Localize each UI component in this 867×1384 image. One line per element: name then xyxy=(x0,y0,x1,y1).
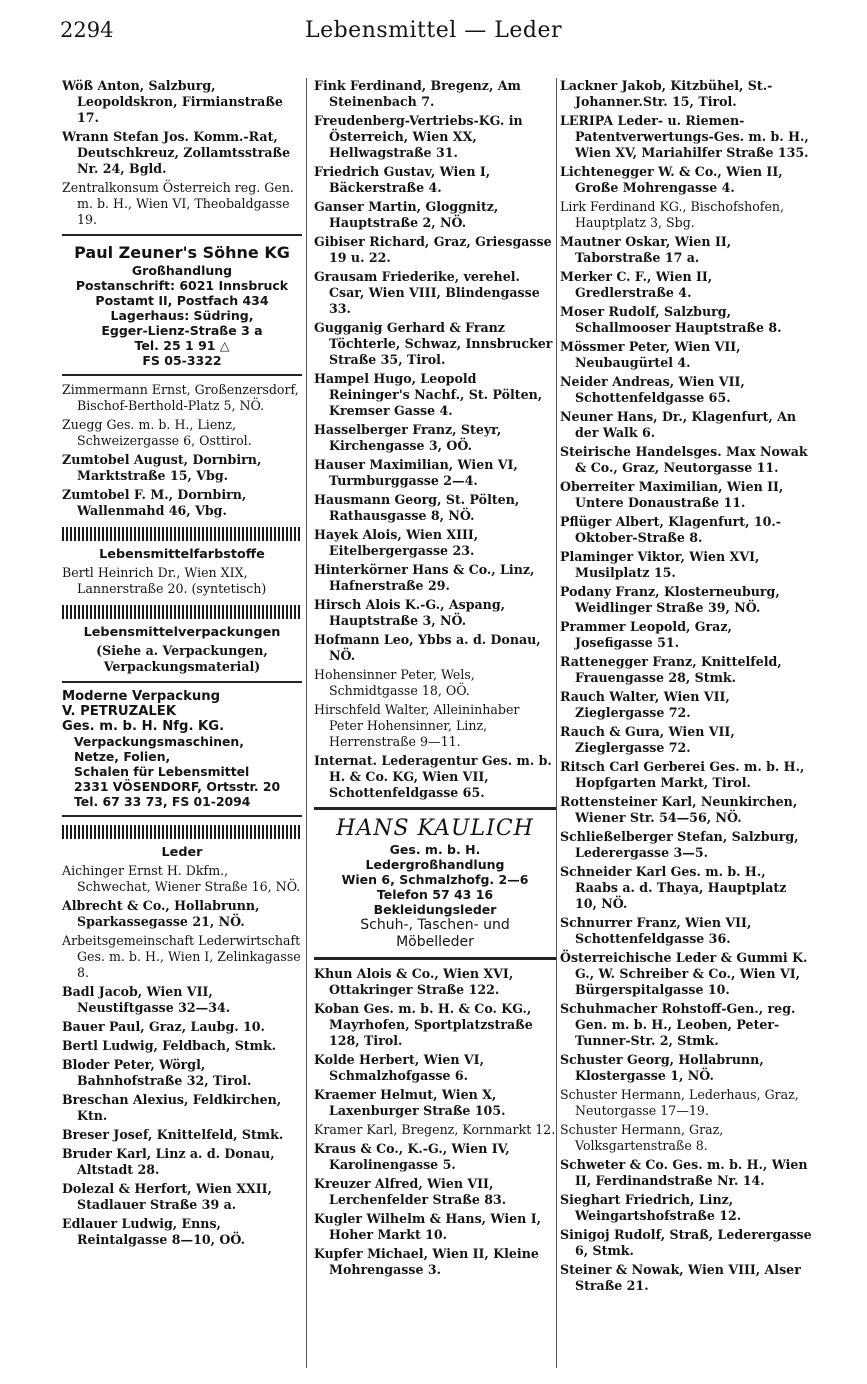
section-ornament xyxy=(62,527,302,541)
directory-entry: Rottensteiner Karl, Neunkirchen, Wiener Str. 54—56, NÖ. xyxy=(560,794,798,825)
directory-entry: Hirschfeld Walter, Alleininhaber Peter Hohensinner, Linz, Herrenstraße 9—11. xyxy=(314,702,520,749)
directory-entry: Zuegg Ges. m. b. H., Lienz, Schweizergasse 6, Osttirol. xyxy=(62,417,252,448)
directory-entry: Zentralkonsum Österreich reg. Gen. m. b. H., Wien VI, Theobaldgasse 19. xyxy=(62,180,294,227)
directory-entry: Albrecht & Co., Hollabrunn, Sparkassegasse 21, NÖ. xyxy=(62,898,260,929)
column-divider xyxy=(556,78,557,1368)
ad-line: Netze, Folien, xyxy=(74,749,171,764)
entry-list xyxy=(62,78,302,228)
directory-entry: Ganser Martin, Gloggnitz, Hauptstraße 2, NÖ. xyxy=(314,199,499,230)
directory-entry: Hasselberger Franz, Steyr, Kirchengasse 3, OÖ. xyxy=(314,422,502,453)
directory-entry: Moser Rudolf, Salzburg, Schallmooser Hauptstraße 8. xyxy=(560,304,782,335)
ad-line: Schuh-, Taschen- und xyxy=(360,917,510,933)
directory-entry: Khun Alois & Co., Wien XVI, Ottakringer Straße 122. xyxy=(314,966,514,997)
ad-line: Lagerhaus: Südring, xyxy=(110,308,254,323)
directory-entry: Prammer Leopold, Graz, Josefigasse 51. xyxy=(560,619,732,650)
directory-entry: Neider Andreas, Wien VII, Schottenfeldgasse 65. xyxy=(560,374,745,405)
zeuner-advertisement xyxy=(62,242,302,368)
directory-entry: Bruder Karl, Linz a. d. Donau, Altstadt 28. xyxy=(62,1146,275,1177)
directory-entry: Plaminger Viktor, Wien XVI, Musilplatz 15. xyxy=(560,549,760,580)
directory-entry: Steiner & Nowak, Wien VIII, Alser Straße 21. xyxy=(560,1262,801,1293)
section-ornament xyxy=(62,605,302,619)
entry-list xyxy=(314,966,556,1278)
directory-entry: Schuster Hermann, Lederhaus, Graz, Neutorgasse 17—19. xyxy=(560,1087,799,1118)
ad-title: Ges. m. b. H. Nfg. KG. xyxy=(62,719,225,734)
ad-title: Moderne Verpackung xyxy=(62,689,221,704)
ad-line: Egger-Lienz-Straße 3 a xyxy=(101,323,263,338)
page-number: 2294 xyxy=(60,18,114,42)
section-rule xyxy=(314,807,556,810)
directory-entry: Friedrich Gustav, Wien I, Bäckerstraße 4. xyxy=(314,164,491,195)
directory-entry: Schuhmacher Rohstoff-Gen., reg. Gen. m. b. H., Leoben, Peter-Tunner-Str. 2, Stmk. xyxy=(560,1001,796,1048)
directory-entry: Lichtenegger W. & Co., Wien II, Große Mohrengasse 4. xyxy=(560,164,783,195)
directory-entry: Gibiser Richard, Graz, Griesgasse 19 u. 22. xyxy=(314,234,552,265)
directory-entry: Pflüger Albert, Klagenfurt, 10.-Oktober-Straße 8. xyxy=(560,514,782,545)
directory-entry: Mautner Oskar, Wien II, Taborstraße 17 a. xyxy=(560,234,732,265)
directory-entry: Gugganig Gerhard & Franz Töchterle, Schwaz, Innsbrucker Straße 35, Tirol. xyxy=(314,320,553,367)
directory-entry: Hausmann Georg, St. Pölten, Rathausgasse 8, NÖ. xyxy=(314,492,520,523)
cross-reference-note: (Siehe a. Verpackungen, Verpackungsmaterial) xyxy=(96,643,268,674)
directory-entry: Neuner Hans, Dr., Klagenfurt, An der Walk 6. xyxy=(560,409,797,440)
directory-entry: Kramer Karl, Bregenz, Kornmarkt 12. xyxy=(314,1122,556,1137)
directory-entry: Wrann Stefan Jos. Komm.-Rat, Deutschkreuz, Zollamtsstraße Nr. 24, Bgld. xyxy=(62,129,291,176)
ad-title: V. PETRUZALEK xyxy=(62,704,177,719)
directory-entry: Schneider Karl Ges. m. b. H., Raabs a. d. Thaya, Hauptplatz 10, NÖ. xyxy=(560,864,787,911)
directory-entry: Hauser Maximilian, Wien VI, Turmburggasse 2—4. xyxy=(314,457,518,488)
directory-entry: Österreichische Leder & Gummi K. G., W. Schreiber & Co., Wien VI, Bürgerspitalgasse 10. xyxy=(560,950,808,997)
directory-entry: Kolde Herbert, Wien VI, Schmalzhofgasse 6. xyxy=(314,1052,484,1083)
directory-entry: Oberreiter Maximilian, Wien II, Untere Donaustraße 11. xyxy=(560,479,784,510)
directory-entry: Zimmermann Ernst, Großenzersdorf, Bischof-Berthold-Platz 5, NÖ. xyxy=(62,382,299,413)
directory-entry: Sinigoj Rudolf, Straß, Lederergasse 6, Stmk. xyxy=(560,1227,812,1258)
directory-entry: Podany Franz, Klosterneuburg, Weidlinger Straße 39, NÖ. xyxy=(560,584,780,615)
directory-entry: Hohensinner Peter, Wels, Schmidtgasse 18, OÖ. xyxy=(314,667,475,698)
directory-entry: Badl Jacob, Wien VII, Neustiftgasse 32—34. xyxy=(62,984,231,1015)
ad-line: Postamt II, Postfach 434 xyxy=(95,293,269,308)
directory-entry: Kreuzer Alfred, Wien VII, Lerchenfelder Straße 83. xyxy=(314,1176,507,1207)
directory-entry: Schließelberger Stefan, Salzburg, Lederergasse 3—5. xyxy=(560,829,799,860)
section-rule xyxy=(314,957,556,960)
directory-entry: Freudenberg-Vertriebs-KG. in Österreich, Wien XX, Hellwagstraße 31. xyxy=(314,113,523,160)
directory-entry: Hayek Alois, Wien XIII, Eitelbergergasse 23. xyxy=(314,527,479,558)
page-header xyxy=(60,18,807,48)
ad-line: Ledergroßhandlung xyxy=(365,857,505,872)
directory-entry: Hampel Hugo, Leopold Reininger's Nachf., St. Pölten, Kremser Gasse 4. xyxy=(314,371,543,418)
directory-entry: Rauch & Gura, Wien VII, Zieglergasse 72. xyxy=(560,724,735,755)
ad-line: Schalen für Lebensmittel xyxy=(74,764,250,779)
directory-entry: Rauch Walter, Wien VII, Zieglergasse 72. xyxy=(560,689,730,720)
ad-line: Bekleidungsleder xyxy=(373,902,497,917)
ad-line: Tel. 67 33 73, FS 01-2094 xyxy=(74,794,251,809)
ad-line: 2331 VÖSENDORF, Ortsstr. 20 xyxy=(74,779,281,794)
directory-entry: Aichinger Ernst H. Dkfm., Schwechat, Wiener Straße 16, NÖ. xyxy=(62,863,301,894)
section-ornament xyxy=(62,825,302,839)
entry-list xyxy=(62,565,302,597)
directory-entry: Fink Ferdinand, Bregenz, Am Steinenbach 7. xyxy=(314,78,521,109)
section-heading-leder: Leder xyxy=(161,845,203,860)
column-2 xyxy=(314,78,556,1364)
column-3 xyxy=(560,78,812,1364)
directory-entry: Kraemer Helmut, Wien X, Laxenburger Straße 105. xyxy=(314,1087,506,1118)
directory-entry: Internat. Lederagentur Ges. m. b. H. & Co. KG, Wien VII, Schottenfeldgasse 65. xyxy=(314,753,552,800)
directory-entry: Ritsch Carl Gerberei Ges. m. b. H., Hopfgarten Markt, Tirol. xyxy=(560,759,805,790)
section-rule xyxy=(62,815,302,817)
ad-line: Verpackungsmaschinen, xyxy=(74,734,244,749)
directory-entry: LERIPA Leder- u. Riemen-Patentverwertungs-Ges. m. b. H., Wien XV, Mariahilfer Straße 135. xyxy=(560,113,809,160)
directory-entry: Edlauer Ludwig, Enns, Reintalgasse 8—10, OÖ. xyxy=(62,1216,245,1247)
ad-line: Großhandlung xyxy=(131,263,233,278)
entry-list xyxy=(62,863,302,1248)
column-divider xyxy=(306,78,307,1368)
directory-entry: Hofmann Leo, Ybbs a. d. Donau, NÖ. xyxy=(314,632,541,663)
section-rule xyxy=(62,374,302,376)
section-rule xyxy=(62,234,302,236)
section-heading-verpackungen: Lebensmittelverpackungen xyxy=(83,625,281,640)
ad-line: Wien 6, Schmalzhofg. 2—6 xyxy=(341,872,529,887)
kaulich-name: HANS KAULICH xyxy=(336,816,534,841)
directory-entry: Breser Josef, Knittelfeld, Stmk. xyxy=(62,1127,284,1142)
directory-entry: Kupfer Michael, Wien II, Kleine Mohrengasse 3. xyxy=(314,1246,539,1277)
kaulich-advertisement xyxy=(314,816,556,951)
directory-entry: Sieghart Friedrich, Linz, Weingartshofstraße 12. xyxy=(560,1192,742,1223)
directory-entry: Arbeitsgemeinschaft Lederwirtschaft Ges. m. b. H., Wien I, Zelinkagasse 8. xyxy=(62,933,301,980)
running-title: Lebensmittel — Leder xyxy=(304,18,563,43)
directory-entry: Zumtobel F. M., Dornbirn, Wallenmahd 46, Vbg. xyxy=(62,487,247,518)
directory-entry: Breschan Alexius, Feldkirchen, Ktn. xyxy=(62,1092,282,1123)
ad-line: FS 05-3322 xyxy=(142,353,222,368)
directory-entry: Bertl Ludwig, Feldbach, Stmk. xyxy=(62,1038,277,1053)
directory-entry: Merker C. F., Wien II, Gredlerstraße 4. xyxy=(560,269,713,300)
directory-entry: Mössmer Peter, Wien VII, Neubaugürtel 4. xyxy=(560,339,741,370)
zeuner-name: Paul Zeuner's Söhne KG xyxy=(74,243,290,262)
ad-line: Postanschrift: 6021 Innsbruck xyxy=(75,278,289,293)
petruzalek-advertisement xyxy=(62,689,302,809)
directory-entry: Wöß Anton, Salzburg, Leopoldskron, Firmianstraße 17. xyxy=(62,78,283,125)
column-1 xyxy=(62,78,302,1364)
ad-line: Möbelleder xyxy=(396,934,474,950)
entry-list xyxy=(314,78,556,801)
directory-entry: Schuster Hermann, Graz, Volksgartenstraße 8. xyxy=(560,1122,724,1153)
section-heading-farbstoffe: Lebensmittelfarbstoffe xyxy=(99,547,265,562)
entry-list xyxy=(560,78,812,1294)
directory-entry: Hirsch Alois K.-G., Aspang, Hauptstraße 3, NÖ. xyxy=(314,597,506,628)
ad-line: Tel. 25 1 91 △ xyxy=(134,338,230,353)
directory-entry: Bauer Paul, Graz, Laubg. 10. xyxy=(62,1019,265,1034)
directory-entry: Zumtobel August, Dornbirn, Marktstraße 15, Vbg. xyxy=(62,452,262,483)
directory-entry: Lirk Ferdinand KG., Bischofshofen, Hauptplatz 3, Sbg. xyxy=(560,199,785,230)
ad-line: Ges. m. b. H. xyxy=(389,842,481,857)
section-rule xyxy=(62,681,302,683)
directory-entry: Hinterkörner Hans & Co., Linz, Hafnerstraße 29. xyxy=(314,562,535,593)
directory-entry: Schuster Georg, Hollabrunn, Klostergasse 1, NÖ. xyxy=(560,1052,764,1083)
directory-entry: Dolezal & Herfort, Wien XXII, Stadlauer Straße 39 a. xyxy=(62,1181,272,1212)
directory-entry: Bertl Heinrich Dr., Wien XIX, Lannerstraße 20. (syntetisch) xyxy=(62,565,267,596)
directory-entry: Kugler Wilhelm & Hans, Wien I, Hoher Markt 10. xyxy=(314,1211,541,1242)
directory-entry: Kraus & Co., K.-G., Wien IV, Karolinengasse 5. xyxy=(314,1141,510,1172)
directory-entry: Schweter & Co. Ges. m. b. H., Wien II, Ferdinandstraße Nr. 14. xyxy=(560,1157,808,1188)
directory-entry: Lackner Jakob, Kitzbühel, St.-Johanner.Str. 15, Tirol. xyxy=(560,78,773,109)
directory-entry: Schnurrer Franz, Wien VII, Schottenfeldgasse 36. xyxy=(560,915,752,946)
directory-entry: Bloder Peter, Wörgl, Bahnhofstraße 32, Tirol. xyxy=(62,1057,252,1088)
directory-entry: Grausam Friederike, verehel. Csar, Wien VIII, Blindengasse 33. xyxy=(314,269,540,316)
directory-entry: Rattenegger Franz, Knittelfeld, Frauengasse 28, Stmk. xyxy=(560,654,782,685)
ad-line: Telefon 57 43 16 xyxy=(376,887,494,902)
entry-list xyxy=(62,382,302,519)
directory-entry: Koban Ges. m. b. H. & Co. KG., Mayrhofen, Sportplatzstraße 128, Tirol. xyxy=(314,1001,533,1048)
directory-entry: Steirische Handelsges. Max Nowak & Co., Graz, Neutorgasse 11. xyxy=(560,444,808,475)
